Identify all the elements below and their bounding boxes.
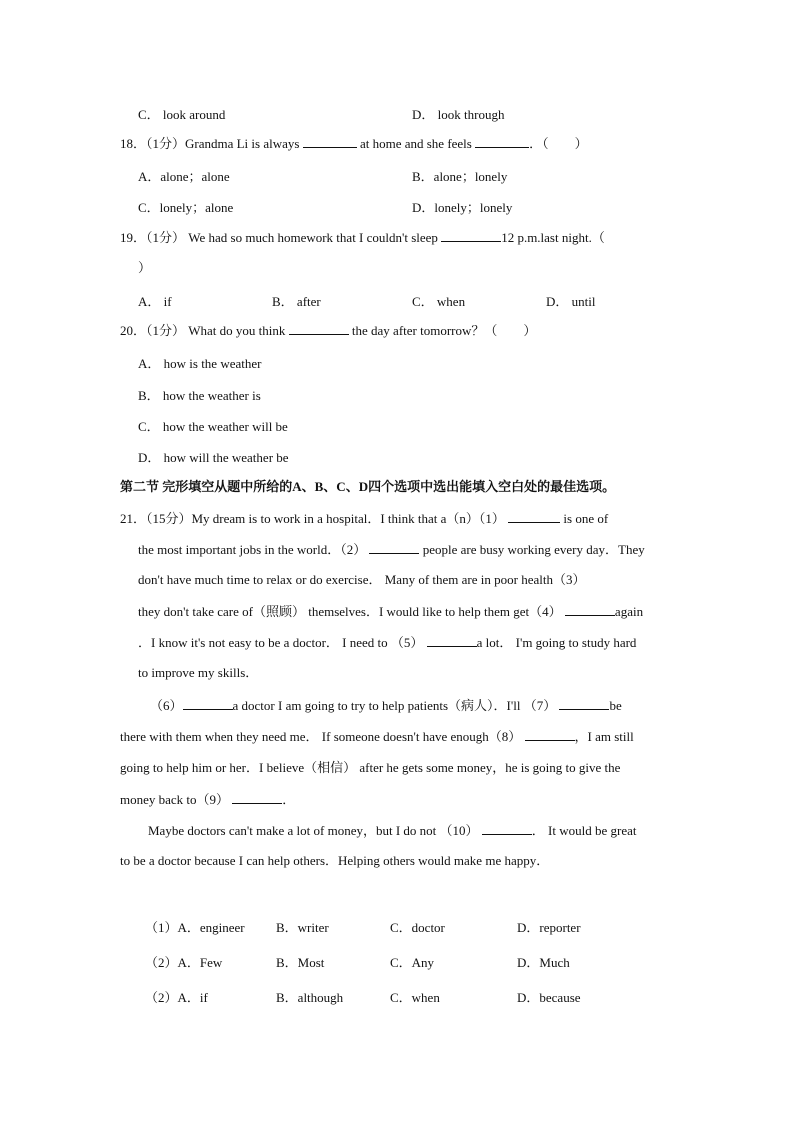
option-row-3-c: C．when (390, 990, 440, 1005)
q21-line-3: don't have much time to relax or do exercise． Many of them are in poor health（3） (138, 572, 586, 587)
q19-option-b: B． after (272, 294, 321, 309)
option-row-3-d: D．because (517, 990, 581, 1005)
q21-line-1-text: 21．（15分）My dream is to work in a hospital．I think that a（n）（1） (120, 511, 505, 526)
q20-stem (120, 322, 536, 339)
q21-line-1 (120, 510, 608, 527)
option-row-2-a: （2）A．Few (145, 955, 223, 970)
q18-option-b: B．alone；lonely (412, 169, 508, 184)
option-row-2-c: C．Any (390, 955, 435, 970)
q21-blank-7[interactable] (559, 697, 609, 710)
q21-blank-9[interactable] (232, 791, 282, 804)
option-row-1-b: B．writer (276, 920, 329, 935)
option-row-1-d: D．reporter (517, 920, 581, 935)
q19-stem (120, 229, 605, 246)
q21-line-5-end: a lot． I'm going to study hard (476, 635, 637, 650)
q20-option-a: A． how is the weather (138, 356, 262, 371)
q18-stem-text-2: at home and she feels (359, 136, 472, 151)
option-row-1-c: C．doctor (390, 920, 445, 935)
q18-option-a: A．alone；alone (138, 169, 230, 184)
q21-blank-5[interactable] (427, 634, 477, 647)
q18-blank-1[interactable] (303, 135, 357, 148)
q21-blank-6[interactable] (183, 697, 233, 710)
q18-stem (120, 135, 588, 152)
q21-p2-line-2-text: there with them when they need me． If someone doesn't have enough（8） (120, 729, 522, 744)
q21-p2-line-1 (150, 697, 622, 714)
q21-p2-line-2 (120, 728, 634, 745)
q21-blank-4[interactable] (565, 603, 615, 616)
q21-line-5 (138, 634, 636, 651)
q21-line-4-end: again (614, 604, 644, 619)
q19-stem-text-2: 12 p.m.last night.（ (501, 230, 605, 245)
q21-p2-line-4 (120, 791, 295, 808)
section-title: 第二节 完形填空从题中所给的A、B、C、D四个选项中选出能填入空白处的最佳选项。 (120, 479, 616, 494)
q20-stem-text-1: 20．（1分） What do you think (120, 323, 286, 338)
q18-blank-2[interactable] (475, 135, 529, 148)
option-row-2-b: B．Most (276, 955, 325, 970)
q20-option-d: D． how will the weather be (138, 450, 289, 465)
q21-line-4 (138, 603, 643, 620)
q21-line-2 (138, 541, 645, 558)
q20-option-b: B． how the weather is (138, 388, 261, 403)
q17-option-c: C． look around (138, 107, 226, 122)
q21-p2-line-3: going to help him or her．I believe（相信） after he gets some money，he is going to give the (120, 760, 621, 775)
q21-p3-line-2: to be a doctor because I can help others．Helping others would make me happy． (120, 853, 550, 868)
option-row-3-b: B．although (276, 990, 344, 1005)
q18-option-d: D．lonely；lonely (412, 200, 513, 215)
q21-line-2-text: the most important jobs in the world．（2） (138, 542, 367, 557)
q21-p3-line-1-end: ． It would be great (531, 823, 637, 838)
q21-blank-2[interactable] (369, 541, 419, 554)
q21-line-1-end: is one of (563, 511, 609, 526)
q21-p2-line-4-end: ． (282, 792, 296, 807)
q21-line-5-text: ．I know it's not easy to be a doctor． I need to （5） (138, 635, 424, 650)
q19-option-a: A． if (138, 294, 172, 309)
q19-option-c: C． when (412, 294, 466, 309)
q21-p2-line-1-text: a doctor I am going to try to help patients（病人）．I'll （7） (232, 698, 557, 713)
q17-option-d: D． look through (412, 107, 505, 122)
q21-line-6: to improve my skills． (138, 665, 259, 680)
q21-p2-line-2-end: ，I am still (574, 729, 634, 744)
q21-blank-10[interactable] (482, 822, 532, 835)
q18-stem-text-3: ．（ ） (529, 136, 588, 151)
q21-line-2-end: people are busy working every day．They (422, 542, 645, 557)
q21-blank-1[interactable] (508, 510, 560, 523)
q20-stem-text-2: the day after tomorrow？（ ） (351, 323, 537, 338)
q19-stem-text-1: 19．（1分） We had so much homework that I couldn't sleep (120, 230, 438, 245)
q21-line-4-text: they don't take care of（照顾） themselves．I would like to help them get（4） (138, 604, 562, 619)
q21-p2-line-1-end: be (609, 698, 622, 713)
q18-stem-text-1: 18．（1分）Grandma Li is always (120, 136, 300, 151)
option-row-1-a: （1）A．engineer (145, 920, 245, 935)
q21-p3-line-1-text: Maybe doctors can't make a lot of money，but I do not （10） (148, 823, 479, 838)
q21-p2-line-4-text: money back to（9） (120, 792, 230, 807)
q21-p2-line-1-num: （6） (150, 698, 183, 713)
option-row-3-a: （2）A．if (145, 990, 208, 1005)
q18-option-c: C．lonely；alone (138, 200, 234, 215)
q19-blank[interactable] (441, 229, 501, 242)
q19-option-d: D． until (546, 294, 596, 309)
q20-blank[interactable] (289, 322, 349, 335)
q21-p3-line-1 (148, 822, 636, 839)
q19-stem-close: ） (138, 260, 152, 275)
q21-blank-8[interactable] (525, 728, 575, 741)
q20-option-c: C． how the weather will be (138, 419, 288, 434)
option-row-2-d: D．Much (517, 955, 570, 970)
